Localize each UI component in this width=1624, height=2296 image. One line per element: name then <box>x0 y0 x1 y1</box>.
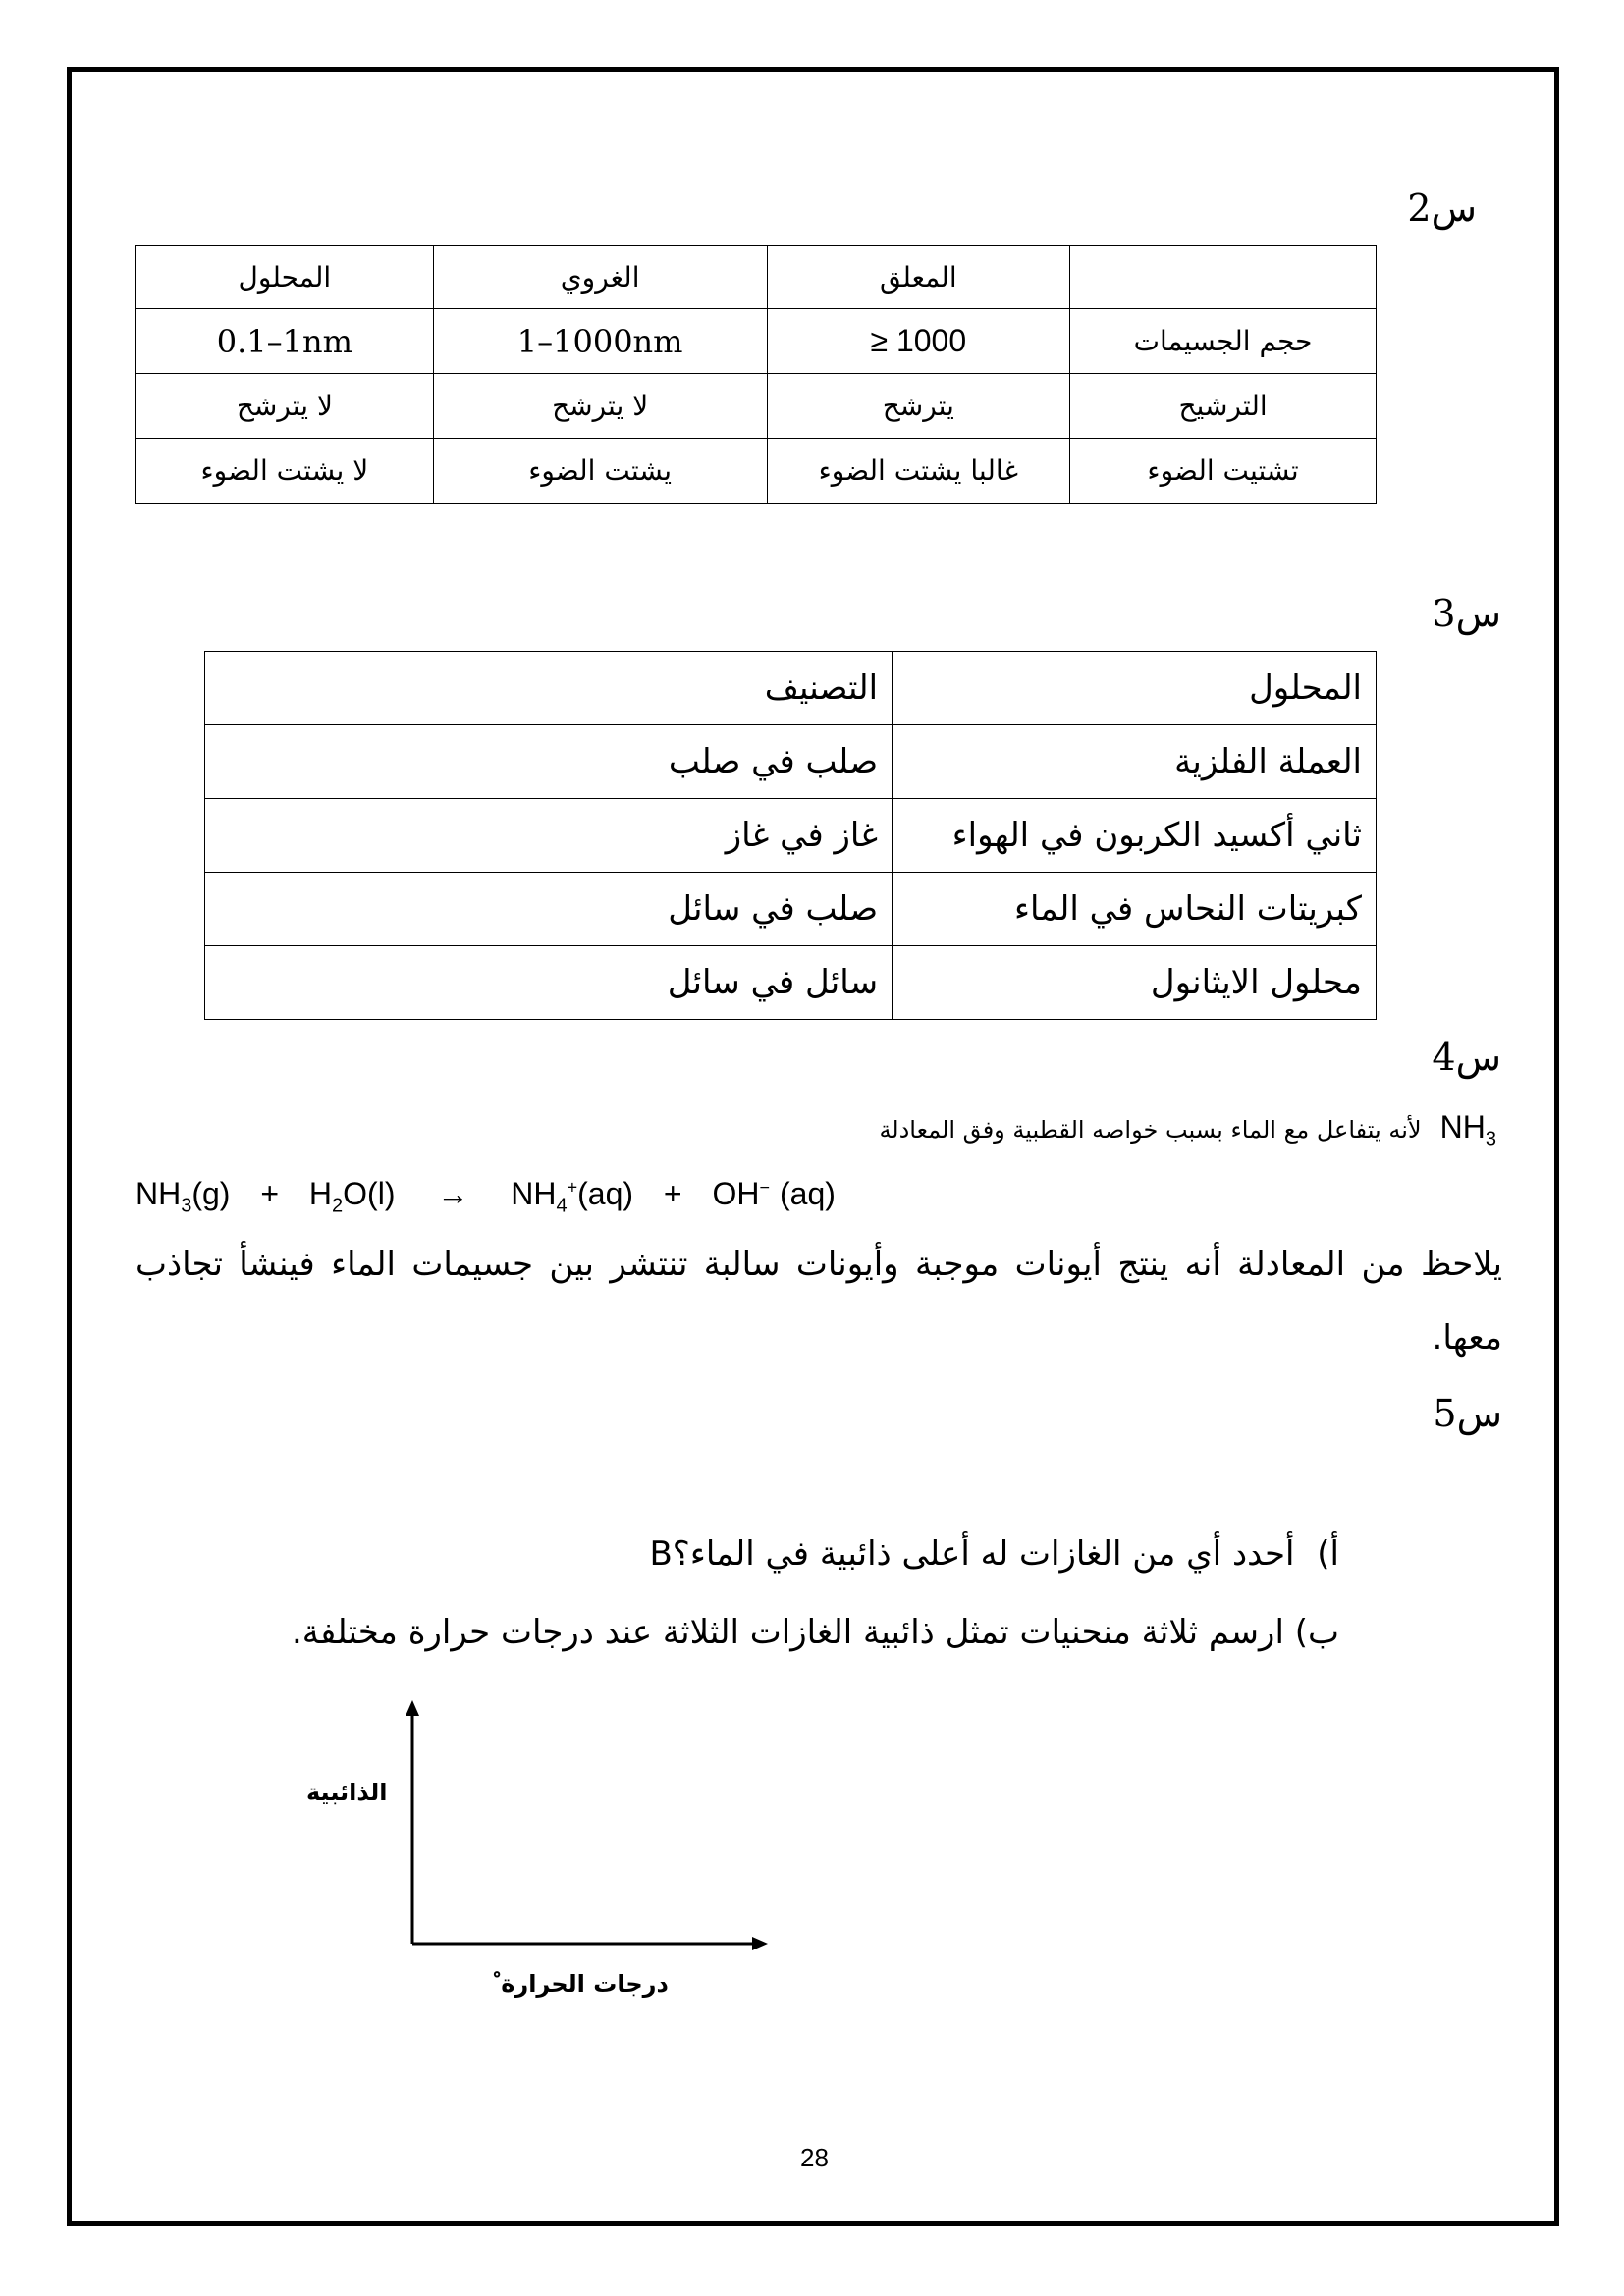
row-label: تشتيت الضوء <box>1070 439 1377 504</box>
q5-label: س5 <box>1433 1392 1502 1435</box>
q4-label: س4 <box>1432 1036 1501 1079</box>
cell: لا يترشح <box>433 374 767 439</box>
plus-sign: + <box>663 1176 682 1211</box>
q5-a-text: أحدد أي من الغازات له أعلى ذائبية في الماء؟B <box>649 1534 1295 1574</box>
reactant-1-base: NH <box>135 1176 182 1211</box>
q4-explanation-line-2: معها. <box>1432 1318 1502 1358</box>
cell: العملة الفلزية <box>893 725 1377 799</box>
x-axis-arrowhead <box>752 1937 768 1950</box>
row-label: حجم الجسيمات <box>1070 309 1377 374</box>
q4-compound <box>1439 1109 1496 1150</box>
q4-reason: لأنه يتفاعل مع الماء بسبب خواصه القطبية وفق المعادلة <box>879 1116 1422 1144</box>
cell: غالبا يشتت الضوء <box>767 439 1070 504</box>
product-2-base: OH <box>712 1176 760 1211</box>
cell: يترشح <box>767 374 1070 439</box>
q5-part-a <box>649 1534 1339 1574</box>
q4-equation <box>135 1176 836 1217</box>
cell: صلب في سائل <box>205 873 893 946</box>
reactant-1 <box>135 1176 231 1217</box>
table-row <box>205 873 1377 946</box>
q5-a-marker: أ) <box>1317 1534 1339 1574</box>
product-1 <box>511 1176 634 1217</box>
cell: غاز في غاز <box>205 799 893 873</box>
solubility-graph <box>295 1698 805 2012</box>
table-row <box>205 725 1377 799</box>
table-row <box>136 374 1377 439</box>
cell: 0.1–1nm <box>136 309 434 374</box>
compound-subscript: 3 <box>1485 1128 1496 1150</box>
product-2 <box>712 1176 835 1211</box>
header-empty <box>1070 246 1377 309</box>
plus-sign: + <box>260 1176 280 1211</box>
header-suspension: المعلق <box>767 246 1070 309</box>
cell: صلب في صلب <box>205 725 893 799</box>
cell: ثاني أكسيد الكربون في الهواء <box>893 799 1377 873</box>
product-2-charge: − <box>759 1177 770 1198</box>
reaction-arrow: → <box>437 1176 469 1211</box>
product-1-base: NH <box>511 1176 557 1211</box>
reactant-1-state: (g) <box>191 1176 231 1211</box>
product-2-state: (aq) <box>780 1176 836 1211</box>
table-row <box>136 309 1377 374</box>
q2-table <box>135 245 1377 504</box>
reactant-2 <box>308 1176 396 1217</box>
table-header-row <box>205 652 1377 725</box>
page-number: 28 <box>800 2143 829 2172</box>
reactant-1-subscript: 3 <box>181 1195 192 1217</box>
x-axis-label: درجات الحرارة ْ <box>493 1970 669 1998</box>
product-1-state: (aq) <box>577 1176 634 1211</box>
cell: 1–1000nm <box>433 309 767 374</box>
table-row <box>205 946 1377 1020</box>
row-label: الترشيح <box>1070 374 1377 439</box>
reactant-2-rest: O(l) <box>343 1176 396 1211</box>
cell: لا يترشح <box>136 374 434 439</box>
compound-base: NH <box>1439 1109 1486 1145</box>
cell: كبريتات النحاس في الماء <box>893 873 1377 946</box>
cell: ≥ 1000 <box>767 309 1070 374</box>
header-colloid: الغروي <box>433 246 767 309</box>
table-row <box>136 439 1377 504</box>
y-axis-label: الذائبية <box>306 1779 388 1806</box>
cell: محلول الايثانول <box>893 946 1377 1020</box>
table-header-row <box>136 246 1377 309</box>
cell: سائل في سائل <box>205 946 893 1020</box>
header-solution: المحلول <box>136 246 434 309</box>
cell: لا يشتت الضوء <box>136 439 434 504</box>
q5-b-text: ارسم ثلاثة منحنيات تمثل ذائبية الغازات الثلاثة عند درجات حرارة مختلفة. <box>291 1613 1284 1652</box>
q5-b-marker: ب) <box>1294 1613 1339 1652</box>
reactant-2-subscript: 2 <box>332 1195 344 1217</box>
table-row <box>205 799 1377 873</box>
q3-table <box>204 651 1377 1020</box>
y-axis-arrowhead <box>406 1700 419 1716</box>
q2-label: س2 <box>1407 187 1477 230</box>
q5-part-b <box>292 1613 1339 1652</box>
product-1-charge: + <box>567 1177 578 1198</box>
product-1-subscript: 4 <box>556 1195 568 1217</box>
q3-label: س3 <box>1432 592 1501 635</box>
header-classification: التصنيف <box>205 652 893 725</box>
header-solution: المحلول <box>893 652 1377 725</box>
reactant-2-base: H <box>308 1176 333 1211</box>
q4-answer-line <box>879 1109 1496 1150</box>
cell: يشتت الضوء <box>433 439 767 504</box>
q4-explanation-line-1: يلاحظ من المعادلة أنه ينتج أيونات موجبة وأيونات سالبة تنتشر بين جسيمات الماء فينشأ تجاذب <box>135 1245 1502 1284</box>
